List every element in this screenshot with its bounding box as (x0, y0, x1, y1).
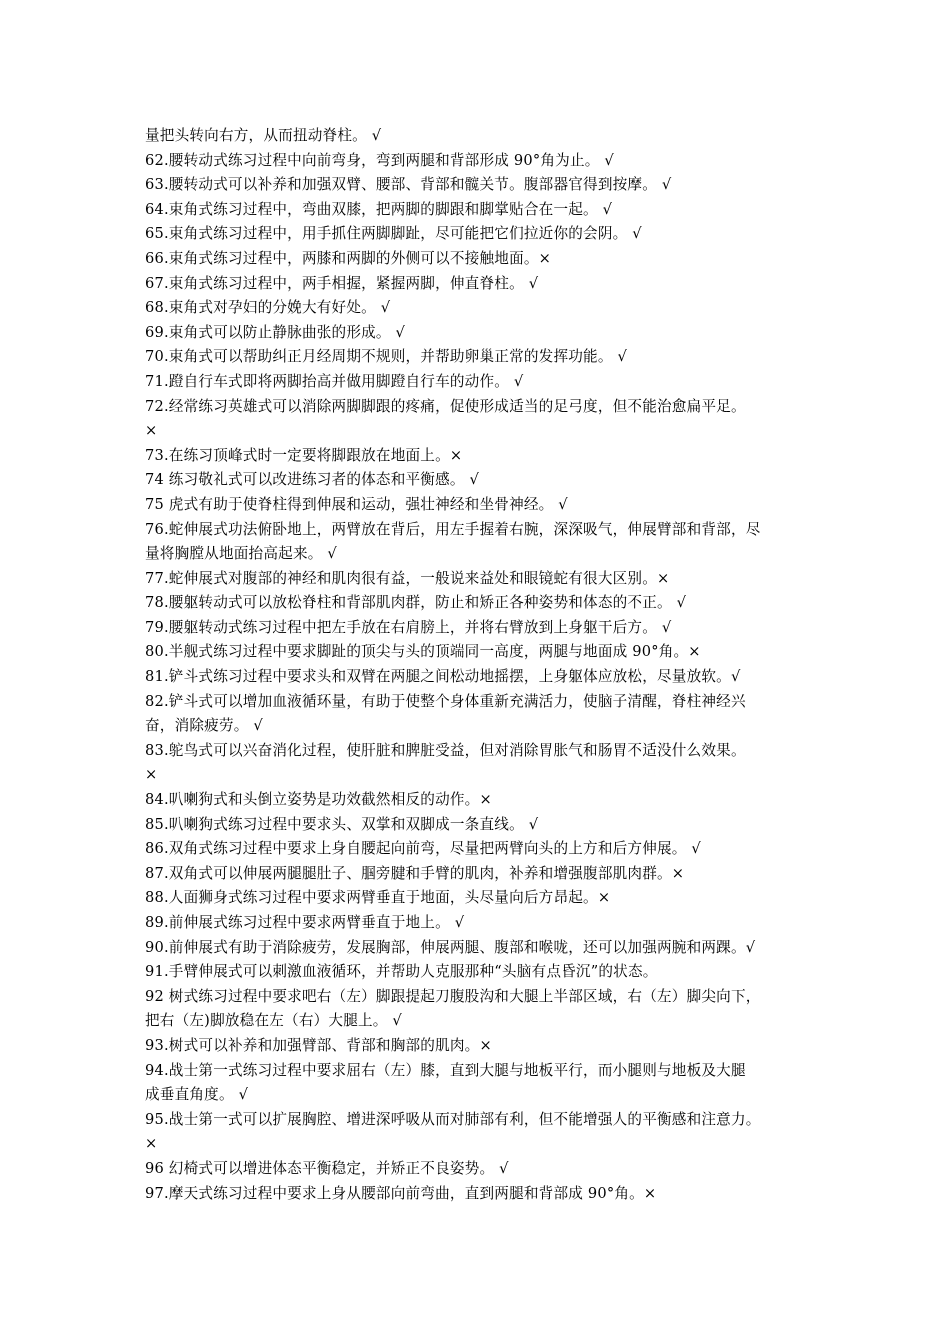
text-line: 71.蹬自行车式即将两脚抬高并做用脚蹬自行车的动作。 √ (145, 372, 524, 390)
text-line: 68.束角式对孕妇的分娩大有好处。 √ (145, 299, 391, 317)
text-line: 63.腰转动式可以补养和加强双臂、腰部、背部和髋关节。腹部器官得到按摩。 √ (145, 176, 672, 194)
text-line: 75 虎式有助于使脊柱得到伸展和运动，强壮神经和坐骨神经。 √ (145, 495, 568, 513)
text-line: 72.经常练习英雄式可以消除两脚脚跟的疼痛，促使形成适当的足弓度，但不能治愈扁平足。 (145, 397, 746, 415)
text-line: 85.叭喇狗式练习过程中要求头、双掌和双脚成一条直线。 √ (145, 815, 539, 833)
text-line: × (145, 766, 158, 784)
text-line: 奋，消除疲劳。 √ (145, 717, 263, 735)
text-line: 84.叭喇狗式和头倒立姿势是功效截然相反的动作。× (145, 791, 492, 809)
text-line: 把右（左)脚放稳在左（右）大腿上。 √ (145, 1012, 402, 1030)
text-line: 76.蛇伸展式功法俯卧地上，两臂放在背后，用左手握着右腕，深深吸气，伸展臂部和背部，尽 (145, 520, 761, 538)
text-line: 74 练习敬礼式可以改进练习者的体态和平衡感。 √ (145, 471, 480, 489)
text-line: 94.战士第一式练习过程中要求屈右（左）膝，直到大腿与地板平行，而小腿则与地板及大腿 (145, 1061, 746, 1079)
text-line: 90.前伸展式有助于消除疲劳，发展胸部，伸展两腿、腹部和喉咙，还可以加强两腕和两踝。√ (145, 938, 756, 956)
text-line: 91.手臂伸展式可以刺激血液循环，并帮助人克服那种“头脑有点昏沉”的状态。 (145, 963, 658, 981)
text-line: 95.战士第一式可以扩展胸腔、增进深呼吸从而对肺部有利，但不能增强人的平衡感和注意力。 (145, 1110, 761, 1128)
text-line: × (145, 422, 158, 440)
text-line: 80.半舰式练习过程中要求脚趾的顶尖与头的顶端同一高度，两腿与地面成 90°角。× (145, 643, 701, 661)
text-line: 96 幻椅式可以增进体态平衡稳定，并矫正不良姿势。 √ (145, 1159, 509, 1177)
text-line: 73.在练习顶峰式时一定要将脚跟放在地面上。× (145, 446, 463, 464)
text-line: 92 树式练习过程中要求吧右（左）脚跟提起刀腹股沟和大腿上半部区域，右（左）脚尖向下， (145, 987, 761, 1005)
text-line: 79.腰躯转动式练习过程中把左手放在右肩膀上，并将右臂放到上身躯干后方。 √ (145, 618, 672, 636)
text-line: 66.束角式练习过程中，两膝和两脚的外侧可以不接触地面。× (145, 249, 552, 267)
text-line: 83.鸵鸟式可以兴奋消化过程，使肝脏和脾脏受益，但对消除胃胀气和肠胃不适没什么效果。 (145, 741, 746, 759)
text-line: × (145, 1135, 158, 1153)
text-line: 量将胸膛从地面抬高起来。 √ (145, 545, 337, 563)
text-line: 70.束角式可以帮助纠正月经周期不规则，并帮助卵巢正常的发挥功能。 √ (145, 348, 627, 366)
text-line: 93.树式可以补养和加强臂部、背部和胸部的肌肉。× (145, 1036, 492, 1054)
text-line: 87.双角式可以伸展两腿腿肚子、腘旁腱和手臂的肌肉，补养和增强腹部肌肉群。× (145, 864, 685, 882)
text-line: 77.蛇伸展式对腹部的神经和肌肉很有益，一般说来益处和眼镜蛇有很大区别。× (145, 569, 670, 587)
text-line: 67.束角式练习过程中，两手相握，紧握两脚，伸直脊柱。 √ (145, 274, 539, 292)
text-line: 81.铲斗式练习过程中要求头和双臂在两腿之间松动地摇摆，上身躯体应放松，尽量放软。√ (145, 668, 741, 686)
text-line: 62.腰转动式练习过程中向前弯身，弯到两腿和背部形成 90°角为止。 √ (145, 151, 614, 169)
question-list (145, 124, 825, 1206)
text-line: 89.前伸展式练习过程中要求两臂垂直于地上。 √ (145, 914, 465, 931)
text-line: 88.人面狮身式练习过程中要求两臂垂直于地面，头尽量向后方昂起。× (145, 889, 611, 907)
text-line: 量把头转向右方，从而扭动脊柱。 √ (145, 127, 382, 144)
text-line: 65.束角式练习过程中，用手抓住两脚脚趾，尽可能把它们拉近你的会阴。 √ (145, 225, 642, 243)
text-line: 82.铲斗式可以增加血液循环量，有助于使整个身体重新充满活力，使脑子清醒，脊柱神经兴 (145, 692, 746, 710)
text-line: 78.腰躯转动式可以放松脊柱和背部肌肉群，防止和矫正各种姿势和体态的不正。 √ (145, 594, 687, 612)
text-line: 86.双角式练习过程中要求上身自腰起向前弯，尽量把两臂向头的上方和后方伸展。 √ (145, 840, 701, 858)
text-line: 97.摩天式练习过程中要求上身从腰部向前弯曲，直到两腿和背部成 90°角。× (145, 1184, 657, 1202)
text-line: 64.束角式练习过程中，弯曲双膝，把两脚的脚跟和脚掌贴合在一起。 √ (145, 200, 613, 218)
text-line: 69.束角式可以防止静脉曲张的形成。 √ (145, 323, 406, 341)
text-line: 成垂直角度。 √ (145, 1086, 249, 1104)
